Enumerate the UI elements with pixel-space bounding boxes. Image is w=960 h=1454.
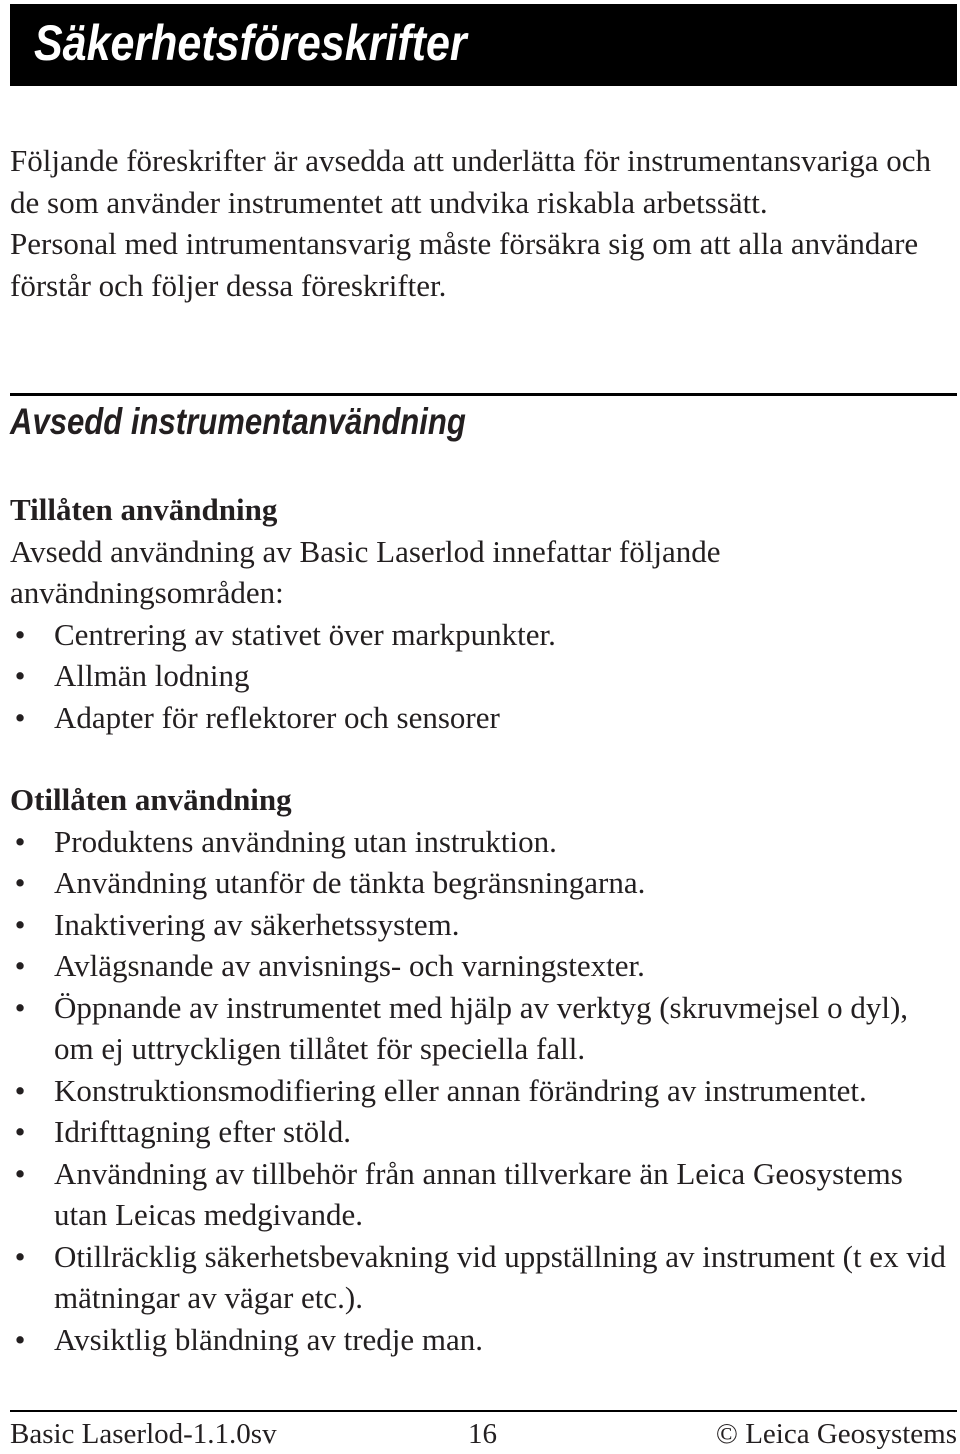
intro-text	[10, 140, 955, 306]
title-bar	[10, 4, 957, 86]
list-item	[10, 1111, 955, 1153]
bullet-icon: •	[14, 823, 26, 859]
list-item	[10, 614, 955, 656]
list-item-text: Avlägsnande av anvisnings- och varningstexter.	[54, 948, 645, 983]
list-item	[10, 862, 955, 904]
list-item-text: Användning utanför de tänkta begränsningarna.	[54, 865, 646, 900]
bullet-icon: •	[14, 1321, 26, 1357]
list-item-text: Konstruktionsmodifiering eller annan förändring av instrumentet.	[54, 1072, 867, 1108]
bullet-icon: •	[14, 989, 26, 1025]
prohibited-use-list	[10, 821, 955, 1361]
list-item	[10, 655, 955, 697]
list-item	[10, 697, 955, 739]
bullet-icon: •	[14, 616, 26, 652]
list-item-text: Otillräcklig säkerhetsbevakning vid uppställning av instrument (t ex vid mätningar av vägar etc.).	[54, 1238, 946, 1315]
page-title: Säkerhetsföreskrifter	[34, 15, 467, 71]
permitted-use-lead: Avsedd användning av Basic Laserlod innefattar följande användningsområden:	[10, 533, 721, 610]
permitted-use-list	[10, 614, 955, 739]
bullet-icon: •	[14, 658, 26, 693]
footer-divider	[10, 1410, 957, 1412]
bullet-icon: •	[14, 1238, 26, 1274]
section-title: Avsedd instrumentanvändning	[10, 401, 466, 442]
list-item-text: Idrifttagning efter stöld.	[54, 1114, 351, 1149]
list-item-text: Användning av tillbehör från annan tillverkare än Leica Geosystems utan Leicas medgivande.	[54, 1155, 903, 1232]
list-item-text: Inaktivering av säkerhetssystem.	[54, 906, 460, 942]
intro-paragraph: Följande föreskrifter är avsedda att underlätta för instrumentansvariga och de som använder instrumentet att undvika riskabla arbetssätt.	[10, 143, 932, 220]
copyright-notice: © Leica Geosystems	[715, 1418, 957, 1450]
intro-paragraph: Personal med intrumentansvarig måste försäkra sig om att alla användare förstår och följer dessa föreskrifter.	[10, 226, 919, 303]
bullet-icon: •	[14, 1072, 26, 1108]
permitted-use-heading: Tillåten användning	[10, 492, 278, 527]
document-id: Basic Laserlod-1.1.0sv	[10, 1418, 277, 1450]
list-item-text: Öppnande av instrumentet med hjälp av verktyg (skruvmejsel o dyl), om ej uttryckligen tillåtet för speciella fall.	[54, 989, 909, 1066]
page-number: 16	[468, 1418, 497, 1450]
list-item-text: Avsiktlig bländning av tredje man.	[54, 1321, 484, 1357]
list-item	[10, 987, 955, 1070]
list-item-text: Allmän lodning	[54, 658, 250, 693]
list-item-text: Centrering av stativet över markpunkter.	[54, 616, 556, 652]
list-item	[10, 1236, 955, 1319]
list-item	[10, 1153, 955, 1236]
list-item	[10, 904, 955, 946]
list-item	[10, 1070, 955, 1112]
prohibited-use-block	[10, 779, 955, 1360]
permitted-use-block	[10, 489, 955, 738]
prohibited-use-heading: Otillåten användning	[10, 782, 292, 817]
bullet-icon: •	[14, 1155, 26, 1191]
page-footer	[10, 1416, 957, 1452]
section-divider	[10, 393, 957, 396]
list-item-text: Adapter för reflektorer och sensorer	[54, 699, 500, 735]
list-item	[10, 945, 955, 987]
list-item-text: Produktens användning utan instruktion.	[54, 823, 557, 859]
list-item	[10, 821, 955, 863]
bullet-icon: •	[14, 699, 26, 735]
list-item	[10, 1319, 955, 1361]
bullet-icon: •	[14, 906, 26, 942]
bullet-icon: •	[14, 948, 26, 983]
bullet-icon: •	[14, 865, 26, 900]
bullet-icon: •	[14, 1114, 26, 1149]
